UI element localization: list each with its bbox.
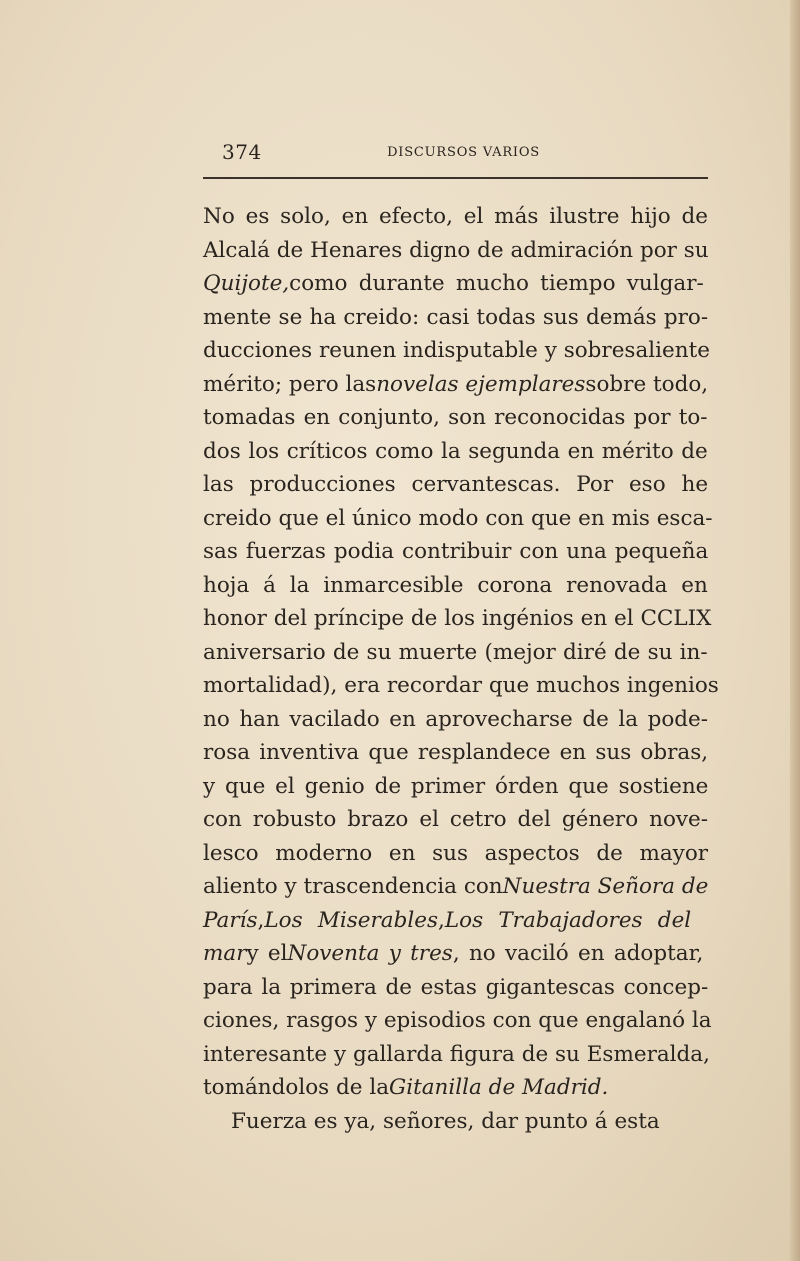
text-line: con robusto brazo el cetro del género nove- (203, 807, 709, 832)
running-head: DISCURSOS VARIOS (387, 145, 540, 160)
text-line: honor del príncipe de los ingénios en el CCLIX (203, 606, 712, 631)
text-line: hoja á la inmarcesible corona renovada en (203, 572, 708, 598)
text-line: rosa inventiva que resplandece en sus obras, (203, 740, 709, 765)
text-line: y que el genio de primer órden que sostiene (203, 773, 709, 799)
text-line: creido que el único modo con que en mis esca- (203, 505, 713, 531)
text-line: tomadas en conjunto, son reconocidas por to- (203, 405, 708, 430)
text-line: dos los críticos como la segunda en mérito de (203, 438, 708, 464)
text-line: sas fuerzas podia contribuir con una pequeña (203, 539, 709, 564)
paragraph-start-line: Fuerza es ya, señores, dar punto á esta (231, 1108, 660, 1134)
text-line: no han vacilado en aprovecharse de la pode- (203, 706, 709, 732)
page-number: 374 (222, 140, 262, 164)
text-line: lesco moderno en sus aspectos de mayor (203, 840, 709, 866)
text-line: mortalidad), era recordar que muchos ingenios (203, 673, 719, 698)
page-edge (790, 0, 800, 1261)
text-line: ciones, rasgos y episodios con que engalanó la (203, 1008, 712, 1033)
text-line: mérito; pero lasnovelas ejemplaressobre todo, (203, 371, 709, 397)
text-line: París,Los Miserables,Los Trabajadores del (203, 907, 692, 933)
text-line: aniversario de su muerte (mejor diré de su in- (203, 639, 708, 665)
paragraph-end-line: tomándolos de laGitanilla de Madrid. (203, 1075, 609, 1100)
text-line: aliento y trascendencia conNuestra Señora de (203, 874, 709, 899)
text-line: para la primera de estas gigantescas concep- (203, 974, 709, 1000)
text-line: interesante y gallarda figura de su Esmeralda, (203, 1041, 710, 1067)
text-line: las producciones cervantescas. Por eso he (203, 472, 709, 497)
body-text (203, 200, 719, 1138)
page-header (222, 140, 540, 166)
text-line: ducciones reunen indisputable y sobresaliente (203, 338, 710, 363)
header-rule (203, 177, 708, 179)
text-line: No es solo, en efecto, el más ilustre hijo de (203, 204, 709, 229)
text-line: Quijote,como durante mucho tiempo vulgar- (203, 271, 704, 296)
text-line: mary elNoventa y tres, no vaciló en adoptar, (203, 941, 704, 966)
text-line: Alcalá de Henares digno de admiración por su (203, 237, 709, 263)
text-line: mente se ha creido: casi todas sus demás pro- (203, 304, 709, 330)
